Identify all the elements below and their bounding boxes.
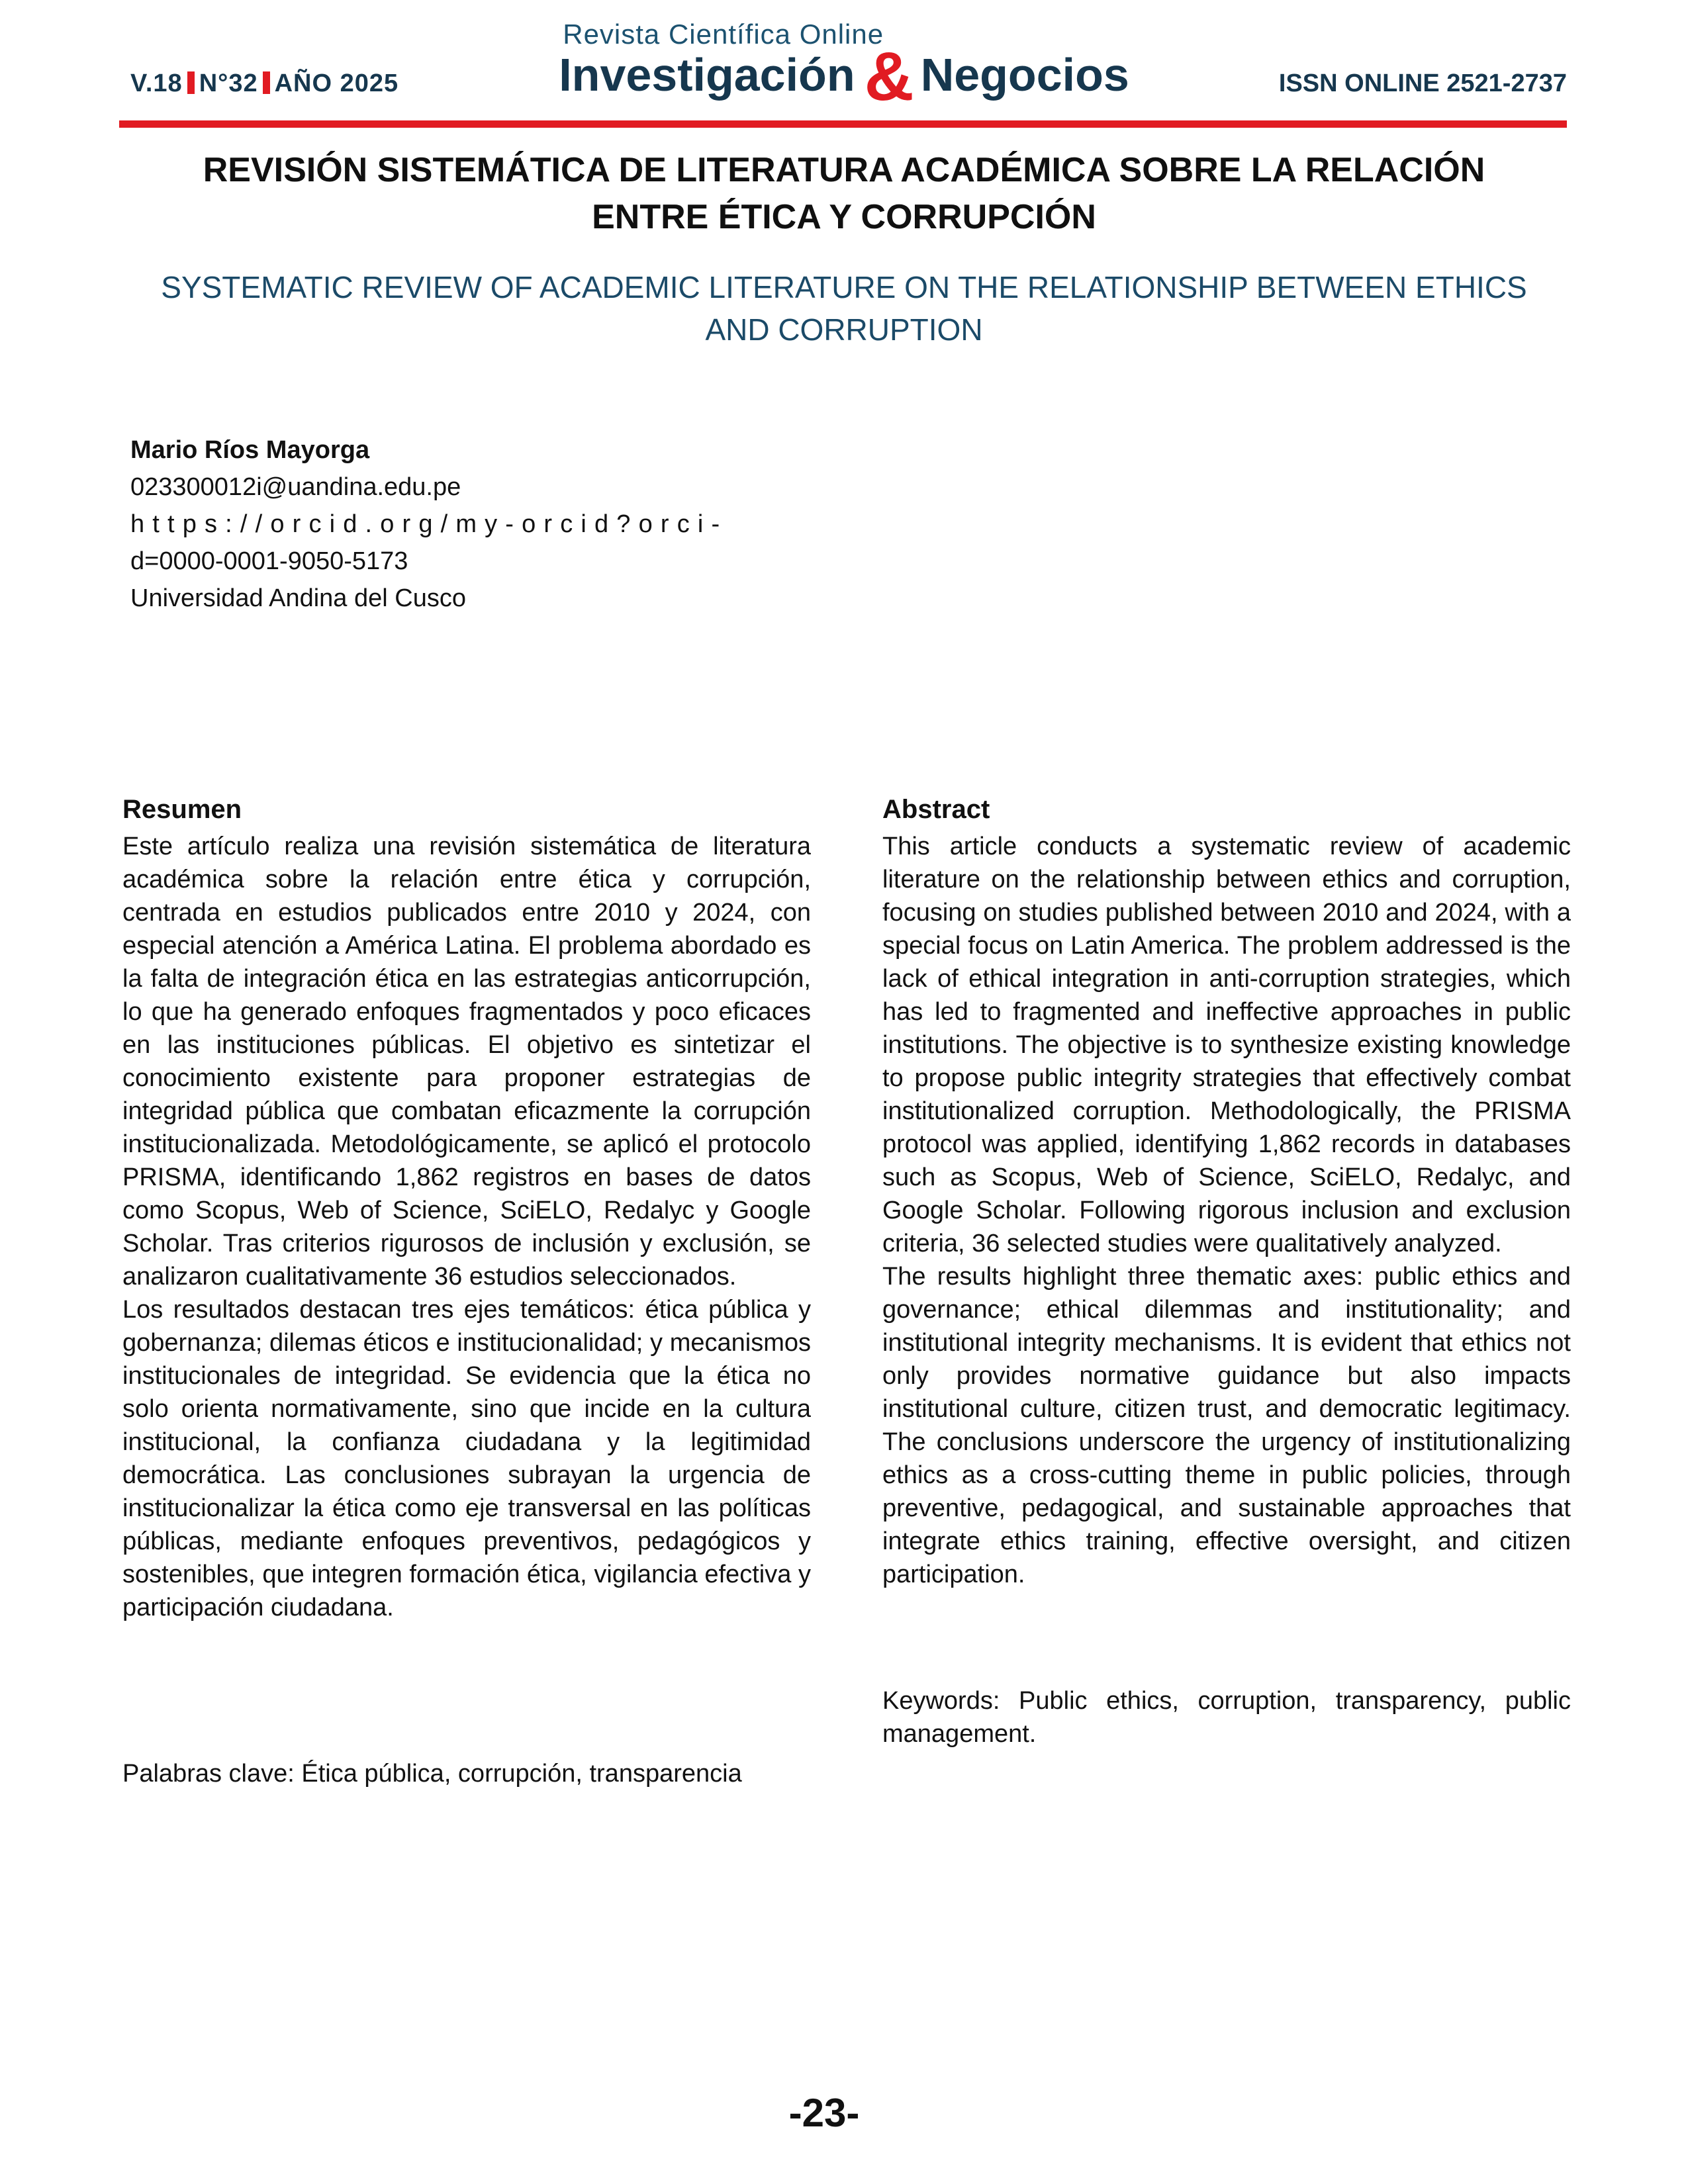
resumen-paragraph-1: Este artículo realiza una revisión sistemática de literatura académica sobre la relación entre ética y corrupción, centrada en estudios publicados entre 2010 y 2024, con especial atención a América Latina. El problema abordado es la falta de integración ética en las estrategias anticorrupción, lo que ha generado enfoques fragmentados y poco eficaces en las instituciones públicas. El objetivo es sintetizar el conocimiento existente para proponer estrategias de integridad pública que combatan eficazmente la corrupción institucionalizada. Metodológicamente, se aplicó el protocolo PRISMA, identificando 1,862 registros en bases de datos como Scopus, Web of Science, SciELO, Redalyc y Google Scholar. Tras criterios rigurosos de inclusión y exclusión, se analizaron cualitativamente 36 estudios seleccionados. [122, 833, 811, 1291]
keywords: Keywords: Public ethics, corruption, transparency, public management. [882, 1687, 1571, 1748]
abstract-heading: Abstract [882, 795, 990, 824]
issn-label: ISSN ONLINE 2521-2737 [1278, 69, 1567, 97]
author-block [130, 432, 819, 617]
page-number: -23- [788, 2091, 860, 2135]
resumen-paragraph-2: Los resultados destacan tres ejes temáticos: ética pública y gobernanza; dilemas éticos e institucionalidad; y mecanismos institucionales de integridad. Se evidencia que la ética no solo orienta normativamente, sino que incide en la cultura institucional, la confianza ciudadana y la legitimidad democrática. Las conclusiones subrayan la urgencia de institucionalizar la ética como eje transversal en las políticas públicas, mediante enfoques preventivos, pedagógicos y sostenibles, que integren formación ética, vigilancia efectiva y participación ciudadana. [122, 1296, 811, 1621]
journal-logo-inner [559, 19, 1129, 115]
author-affiliation: Universidad Andina del Cusco [130, 584, 466, 612]
year-label: AÑO 2025 [274, 69, 399, 97]
journal-name [559, 38, 1129, 115]
palabras-clave: Palabras clave: Ética pública, corrupción, transparencia [122, 1760, 742, 1788]
volume-label: V.18 [130, 69, 183, 97]
journal-name-right: Negocios [920, 49, 1129, 101]
abstract-paragraph-2: The results highlight three thematic axes: public ethics and governance; ethical dilemmas and institutionality; and institutional integrity mechanisms. It is evident that ethics not only provides normative guidance but also impacts institutional culture, citizen trust, and democratic legitimacy. The conclusions underscore the urgency of institutionalizing ethics as a cross-cutting theme in public policies, through preventive, pedagogical, and sustainable approaches that integrate ethics training, effective oversight, and citizen participation. [882, 1263, 1571, 1588]
author-orcid-url-line1: https://orcid.org/my-orcid?orci- [130, 510, 728, 538]
abstract-section [882, 793, 1571, 1591]
author-name: Mario Ríos Mayorga [130, 436, 370, 464]
journal-name-left: Investigación [559, 49, 855, 101]
author-email: 023300012i@uandina.edu.pe [130, 473, 461, 501]
resumen-section [122, 793, 811, 1624]
journal-tagline: Revista Científica Online [563, 19, 884, 50]
article-title-spanish: REVISIÓN SISTEMÁTICA DE LITERATURA ACADÉMICA SOBRE LA RELACIÓN ENTRE ÉTICA Y CORRUPCIÓN [203, 151, 1485, 236]
author-orcid-url-line2: d=0000-0001-9050-5173 [130, 547, 408, 575]
issue-number-label: N°32 [199, 69, 258, 97]
abstract-paragraph-1: This article conducts a systematic review of academic literature on the relationship between ethics and corruption, focusing on studies published between 2010 and 2024, with a special focus on Latin America. The problem addressed is the lack of ethical integration in anti-corruption strategies, which has led to fragmented and ineffective approaches in public institutions. The objective is to synthesize existing knowledge to propose public integrity strategies that effectively combat institutionalized corruption. Methodologically, the PRISMA protocol was applied, identifying 1,862 records in databases such as Scopus, Web of Science, SciELO, Redalyc, and Google Scholar. Following rigorous inclusion and exclusion criteria, 36 selected studies were qualitatively analyzed. [882, 833, 1571, 1257]
article-title-english: SYSTEMATIC REVIEW OF ACADEMIC LITERATURE ON THE RELATIONSHIP BETWEEN ETHICS AND CORRUPTION [161, 270, 1527, 347]
resumen-heading: Resumen [122, 795, 242, 824]
header-divider-rule [119, 120, 1567, 128]
journal-ampersand: & [864, 38, 914, 115]
